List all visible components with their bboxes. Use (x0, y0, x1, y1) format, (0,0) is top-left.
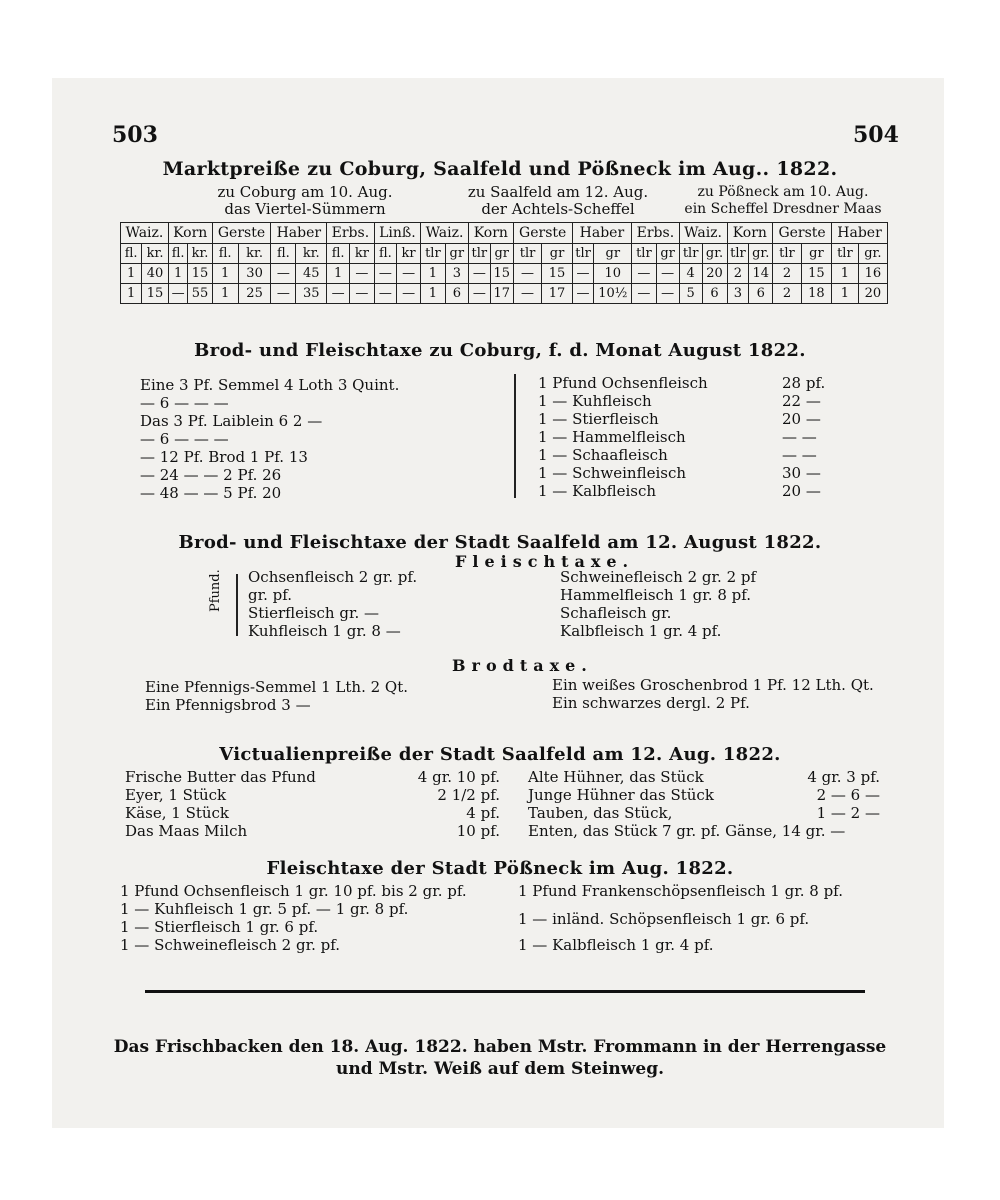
unit-cell: kr. (142, 244, 169, 264)
unit-cell: gr (594, 244, 632, 264)
price-cell: 6 (749, 284, 773, 304)
saalfeld-bread-right: Ein schwarzes dergl. 2 Pf. (552, 694, 750, 712)
price-cell: 40 (142, 264, 169, 284)
saalfeld-meat-left: gr. pf. (248, 586, 293, 604)
price-cell: 15 (142, 284, 169, 304)
price-cell: — (397, 284, 421, 304)
fleischtaxe-heading: Fleischtaxe. (455, 552, 635, 571)
price-cell: 30 (238, 264, 271, 284)
saalfeld-bread-left: Ein Pfennigsbrod 3 — (145, 696, 311, 714)
price-cell: — (468, 284, 490, 304)
coburg-meat-price: 28 pf. (782, 374, 826, 392)
unit-cell: gr (490, 244, 513, 264)
grain-cell: Haber (572, 223, 632, 244)
brodtaxe-heading: Brodtaxe. (452, 656, 593, 675)
poessneck-right-line: 1 — inländ. Schöpsenfleisch 1 gr. 6 pf. (518, 910, 810, 928)
grain-cell: Haber (832, 223, 888, 244)
unit-cell: gr (801, 244, 831, 264)
victualien-left-price: 10 pf. (456, 822, 500, 840)
price-cell: 17 (542, 284, 572, 304)
poessneck-taxe-title: Fleischtaxe der Stadt Pößneck im Aug. 1822. (266, 858, 734, 879)
poessneck-left-line: 1 — Kuhfleisch 1 gr. 5 pf. — 1 gr. 8 pf. (120, 900, 409, 918)
saalfeld-header-line: der Achtels-Scheffel (481, 200, 635, 218)
price-cell: — (350, 284, 375, 304)
price-cell: 1 (121, 284, 142, 304)
coburg-meat-item: 1 — Kuhfleisch (538, 392, 652, 410)
price-cell: 20 (702, 264, 727, 284)
grain-cell: Erbs. (327, 223, 375, 244)
price-cell: — (656, 264, 679, 284)
saalfeld-bread-right: Ein weißes Groschenbrod 1 Pf. 12 Lth. Qt. (552, 676, 874, 694)
market-price-table (120, 222, 888, 304)
unit-cell: gr. (858, 244, 887, 264)
price-cell: — (397, 264, 421, 284)
victualien-right-price: 2 — 6 — (816, 786, 880, 804)
unit-cell: fl. (327, 244, 350, 264)
price-cell: 1 (832, 264, 859, 284)
unit-cell: fl. (212, 244, 238, 264)
coburg-meat-price: — — (782, 446, 817, 464)
price-cell: 1 (212, 264, 238, 284)
coburg-bread-line: — 6 — — — (140, 430, 229, 448)
coburg-meat-price: 22 — (782, 392, 821, 410)
price-cell: 15 (542, 264, 572, 284)
unit-cell: gr (445, 244, 468, 264)
unit-cell: fl. (271, 244, 296, 264)
coburg-bread-line: — 48 — — 5 Pf. 20 (140, 484, 282, 502)
grain-cell: Waiz. (121, 223, 169, 244)
unit-cell: kr. (188, 244, 212, 264)
price-cell: — (632, 264, 656, 284)
price-cell: 10½ (594, 284, 632, 304)
grain-cell: Gerste (773, 223, 832, 244)
coburg-header (190, 184, 420, 218)
market-prices-title: Marktpreiße zu Coburg, Saalfeld und Pößneck im Aug.. 1822. (162, 158, 838, 180)
price-cell: — (350, 264, 375, 284)
poessneck-left-line: 1 — Stierfleisch 1 gr. 6 pf. (120, 918, 319, 936)
price-row (121, 284, 888, 304)
saalfeld-taxe-title: Brod- und Fleischtaxe der Stadt Saalfeld am 12. August 1822. (178, 532, 822, 553)
price-cell: — (327, 284, 350, 304)
price-cell: 14 (749, 264, 773, 284)
unit-cell: fl. (374, 244, 396, 264)
price-row (121, 264, 888, 284)
poessneck-right-line: 1 Pfund Frankenschöpsenfleisch 1 gr. 8 pf. (518, 882, 843, 900)
price-cell: 10 (594, 264, 632, 284)
saalfeld-header (448, 184, 668, 218)
price-cell: 3 (727, 284, 749, 304)
unit-cell: gr (656, 244, 679, 264)
unit-cell: tlr (773, 244, 802, 264)
coburg-meat-price: 20 — (782, 482, 821, 500)
coburg-meat-item: 1 — Schweinfleisch (538, 464, 687, 482)
price-cell: 16 (858, 264, 887, 284)
unit-cell: tlr (468, 244, 490, 264)
grain-header-row (121, 223, 888, 244)
price-cell: 20 (858, 284, 887, 304)
saalfeld-meat-right: Hammelfleisch 1 gr. 8 pf. (560, 586, 752, 604)
price-cell: 1 (121, 264, 142, 284)
victualien-left-item: Das Maas Milch (125, 822, 248, 840)
pfund-side-label: Pfund. (208, 569, 223, 612)
grain-cell: Erbs. (632, 223, 680, 244)
victualien-right-item: Tauben, das Stück, (528, 804, 673, 822)
coburg-meat-item: 1 — Stierfleisch (538, 410, 659, 428)
price-cell: 55 (188, 284, 212, 304)
unit-cell: tlr (572, 244, 594, 264)
price-cell: — (513, 264, 542, 284)
unit-cell: tlr (727, 244, 749, 264)
unit-cell: tlr (832, 244, 859, 264)
unit-cell: kr (350, 244, 375, 264)
price-cell: 25 (238, 284, 271, 304)
unit-cell: tlr (513, 244, 542, 264)
victualien-left-price: 4 gr. 10 pf. (417, 768, 500, 786)
unit-cell: kr. (238, 244, 271, 264)
price-cell: — (168, 284, 188, 304)
victualien-title: Victualienpreiße der Stadt Saalfeld am 12. Aug. 1822. (219, 744, 781, 765)
price-cell: 6 (445, 284, 468, 304)
price-cell: — (572, 284, 594, 304)
poessneck-left-line: 1 — Schweinefleisch 2 gr. pf. (120, 936, 341, 954)
price-cell: 1 (832, 284, 859, 304)
unit-cell: fl. (168, 244, 188, 264)
price-cell: 2 (727, 264, 749, 284)
poessneck-left-line: 1 Pfund Ochsenfleisch 1 gr. 10 pf. bis 2 gr. pf. (120, 882, 467, 900)
grain-cell: Waiz. (679, 223, 727, 244)
saalfeld-meat-right: Schweinefleisch 2 gr. 2 pf (560, 568, 757, 586)
saalfeld-meat-left: Stierfleisch gr. — (248, 604, 380, 622)
unit-header-row (121, 244, 888, 264)
price-cell: — (632, 284, 656, 304)
coburg-meat-price: 20 — (782, 410, 821, 428)
unit-cell: gr. (749, 244, 773, 264)
unit-cell: gr. (702, 244, 727, 264)
price-cell: 17 (490, 284, 513, 304)
grain-cell: Korn (168, 223, 212, 244)
price-cell: 2 (773, 264, 802, 284)
price-cell: 1 (212, 284, 238, 304)
victualien-left-item: Käse, 1 Stück (125, 804, 230, 822)
page-number-right: 504 (853, 122, 899, 148)
price-cell: — (468, 264, 490, 284)
saalfeld-meat-right: Kalbfleisch 1 gr. 4 pf. (560, 622, 722, 640)
price-cell: 15 (490, 264, 513, 284)
coburg-meat-item: 1 — Hammelfleisch (538, 428, 686, 446)
price-cell: 2 (773, 284, 802, 304)
grain-cell: Gerste (212, 223, 271, 244)
saalfeld-meat-left: Ochsenfleisch 2 gr. pf. (248, 568, 418, 586)
coburg-meat-price: — — (782, 428, 817, 446)
section-rule (145, 990, 865, 993)
coburg-header-line: zu Coburg am 10. Aug. (217, 183, 393, 201)
saalfeld-meat-left: Kuhfleisch 1 gr. 8 — (248, 622, 401, 640)
price-cell: 1 (421, 264, 446, 284)
price-cell: 15 (188, 264, 212, 284)
price-cell: — (271, 264, 296, 284)
grain-cell: Gerste (513, 223, 572, 244)
coburg-meat-item: 1 Pfund Ochsenfleisch (538, 374, 708, 392)
price-cell: 15 (801, 264, 831, 284)
unit-cell: tlr (421, 244, 446, 264)
footer-line: Das Frischbacken den 18. Aug. 1822. haben Mstr. Frommann in der Herrengasse (113, 1037, 887, 1057)
coburg-meat-item: 1 — Schaafleisch (538, 446, 668, 464)
price-cell: — (374, 284, 396, 304)
victualien-right-price: 4 gr. 3 pf. (807, 768, 880, 786)
footer-line: und Mstr. Weiß auf dem Steinweg. (335, 1059, 665, 1079)
price-cell: 5 (679, 284, 702, 304)
price-cell: 35 (296, 284, 327, 304)
price-cell: — (513, 284, 542, 304)
price-cell: 6 (702, 284, 727, 304)
unit-cell: fl. (121, 244, 142, 264)
poessneck-header (678, 184, 888, 218)
victualien-right-price: 1 — 2 — (816, 804, 880, 822)
unit-cell: tlr (632, 244, 656, 264)
saalfeld-meat-right: Schafleisch gr. (560, 604, 672, 622)
victualien-left-price: 2 1/2 pf. (437, 786, 500, 804)
victualien-right-item: Junge Hühner das Stück (528, 786, 714, 804)
price-cell: 4 (679, 264, 702, 284)
price-cell: — (572, 264, 594, 284)
coburg-bread-line: — 24 — — 2 Pf. 26 (140, 466, 282, 484)
poessneck-header-line: zu Pößneck am 10. Aug. (697, 184, 869, 200)
victualien-right-item: Enten, das Stück 7 gr. pf. Gänse, 14 gr. — (528, 822, 846, 840)
saalfeld-header-line: zu Saalfeld am 12. Aug. (467, 183, 649, 201)
grain-cell: Waiz. (421, 223, 469, 244)
price-cell: — (374, 264, 396, 284)
price-cell: — (271, 284, 296, 304)
coburg-bread-line: — 6 — — — (140, 394, 229, 412)
price-cell: 1 (421, 284, 446, 304)
grain-cell: Korn (468, 223, 513, 244)
victualien-left-price: 4 pf. (466, 804, 500, 822)
coburg-header-line: das Viertel-Sümmern (224, 200, 386, 218)
unit-cell: kr (397, 244, 421, 264)
unit-cell: gr (542, 244, 572, 264)
victualien-left-item: Eyer, 1 Stück (125, 786, 227, 804)
coburg-bread-line: Das 3 Pf. Laiblein 6 2 — (140, 412, 323, 430)
column-divider (514, 374, 516, 498)
saalfeld-bread-left: Eine Pfennigs-Semmel 1 Lth. 2 Qt. (145, 678, 409, 696)
price-cell: 18 (801, 284, 831, 304)
grain-cell: Korn (727, 223, 773, 244)
coburg-bread-line: Eine 3 Pf. Semmel 4 Loth 3 Quint. (140, 376, 400, 394)
coburg-bread-line: — 12 Pf. Brod 1 Pf. 13 (140, 448, 308, 466)
grain-cell: Haber (271, 223, 327, 244)
bracket-line (236, 574, 238, 636)
victualien-right-item: Alte Hühner, das Stück (528, 768, 704, 786)
page-number-left: 503 (112, 122, 158, 148)
unit-cell: kr. (296, 244, 327, 264)
price-cell: 45 (296, 264, 327, 284)
price-cell: 1 (327, 264, 350, 284)
coburg-taxe-title: Brod- und Fleischtaxe zu Coburg, f. d. Monat August 1822. (194, 340, 806, 361)
price-cell: — (656, 284, 679, 304)
poessneck-header-line: ein Scheffel Dresdner Maas (684, 201, 882, 217)
unit-cell: tlr (679, 244, 702, 264)
price-cell: 3 (445, 264, 468, 284)
coburg-meat-price: 30 — (782, 464, 821, 482)
coburg-meat-item: 1 — Kalbfleisch (538, 482, 657, 500)
victualien-left-item: Frische Butter das Pfund (125, 768, 316, 786)
poessneck-right-line: 1 — Kalbfleisch 1 gr. 4 pf. (518, 936, 714, 954)
price-cell: 1 (168, 264, 188, 284)
grain-cell: Linß. (374, 223, 420, 244)
